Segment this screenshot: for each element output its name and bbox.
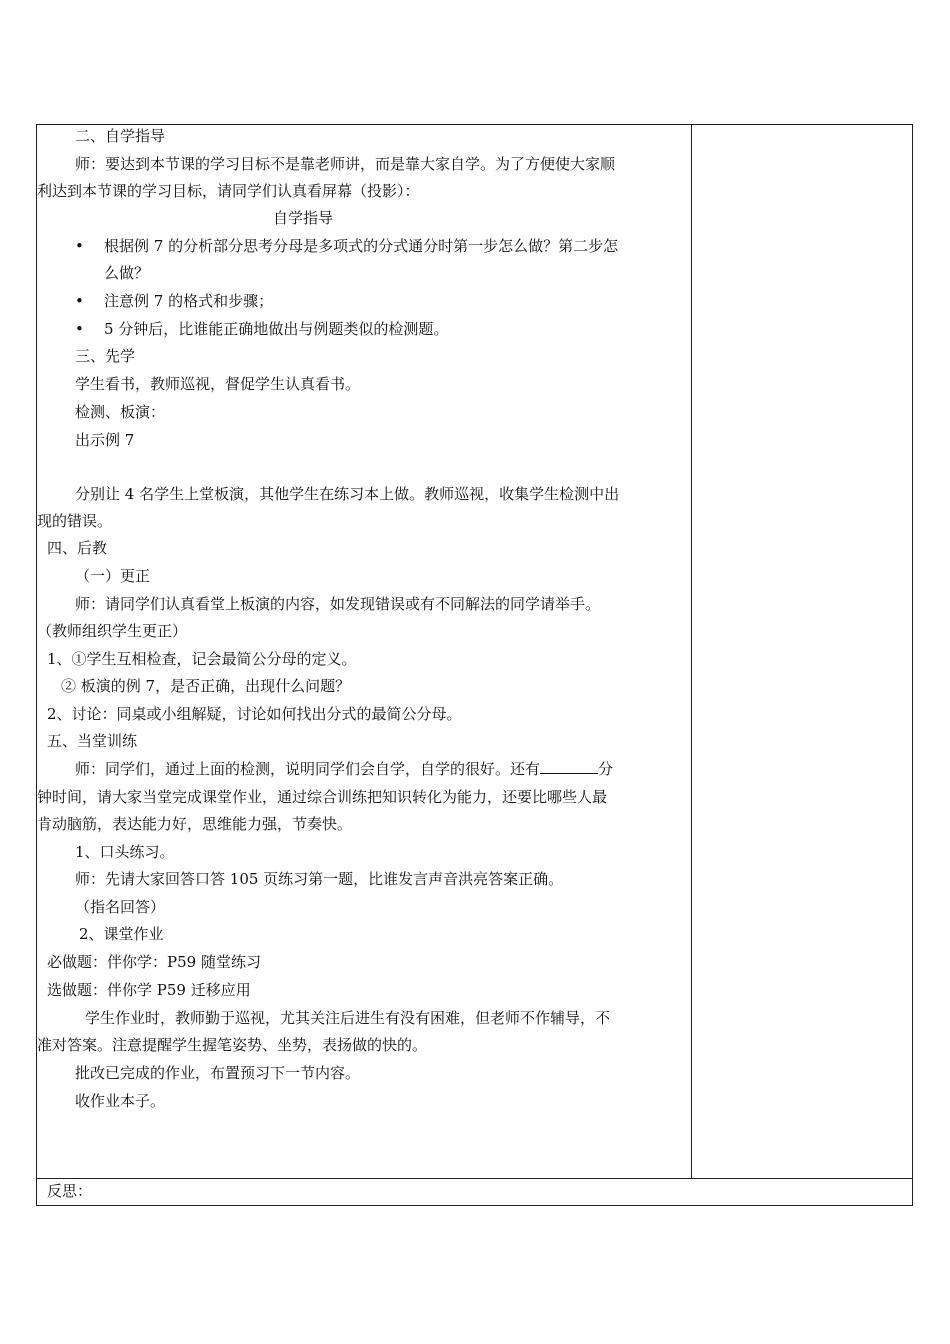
exercise-line: 选做题：伴你学 P59 迁移应用: [47, 981, 251, 999]
numbered-item: 2、讨论：同桌或小组解疑，讨论如何找出分式的最简公分母。: [47, 705, 462, 723]
bullet-item: 根据例 7 的分析部分思考分母是多项式的分式通分时第一步怎么做？第二步怎: [104, 237, 619, 255]
paragraph-line: （指名回答）: [75, 898, 166, 916]
paragraph-line: [75, 759, 613, 779]
paragraph-line: 学生看书，教师巡视，督促学生认真看书。: [75, 375, 361, 393]
lesson-plan-table: [36, 124, 913, 1206]
paragraph-text: 师：同学们，通过上面的检测，说明同学们会自学，自学的很好。还有: [75, 760, 541, 778]
paragraph-line: 师：请同学们认真看堂上板演的内容，如发现错误或有不同解法的同学请举手。: [75, 595, 601, 613]
paragraph-line: 现的错误。: [37, 512, 113, 530]
bullet-marker: •: [75, 320, 84, 338]
paragraph-text: 分: [598, 760, 614, 778]
numbered-item: 1、①学生互相检查，记会最简公分母的定义。: [47, 650, 357, 668]
paragraph-line: 准对答案。注意提醒学生握笔姿势、坐势，表扬做的快的。: [37, 1036, 428, 1054]
paragraph-line: （教师组织学生更正）: [37, 622, 188, 640]
centered-heading: 自学指导: [273, 209, 334, 227]
bullet-item-continued: 么做？: [104, 264, 150, 282]
paragraph-line: 分别让 4 名学生上堂板演，其他学生在练习本上做。教师巡视，收集学生检测中出: [75, 485, 620, 503]
row-divider: [37, 1178, 912, 1179]
paragraph-line: 钟时间，请大家当堂完成课堂作业，通过综合训练把知识转化为能力，还要比哪些人最: [37, 788, 608, 806]
bullet-item: 注意例 7 的格式和步骤；: [104, 292, 274, 310]
bullet-marker: •: [75, 292, 84, 310]
paragraph-line: 收作业本子。: [75, 1092, 166, 1110]
numbered-item: 1、口头练习。: [75, 843, 175, 861]
column-divider: [691, 125, 692, 1178]
paragraph-line: 肯动脑筋，表达能力好，思维能力强，节奏快。: [37, 815, 353, 833]
section-heading: 五、当堂训练: [47, 732, 138, 750]
section-heading: 二、自学指导: [75, 127, 166, 145]
reflection-label: 反思：: [47, 1182, 93, 1200]
numbered-item: 2、课堂作业: [79, 925, 164, 943]
paragraph-line: 师：先请大家回答口答 105 页练习第一题，比谁发言声音洪亮答案正确。: [75, 870, 564, 888]
paragraph-line: 利达到本节课的学习目标，请同学们认真看屏幕（投影）：: [37, 182, 420, 200]
numbered-item: ② 板演的例 7，是否正确，出现什么问题？: [61, 677, 351, 695]
paragraph-line: 出示例 7: [75, 431, 135, 449]
section-heading: 三、先学: [75, 347, 136, 365]
bullet-item: 5 分钟后，比谁能正确地做出与例题类似的检测题。: [104, 320, 449, 338]
bullet-marker: •: [75, 237, 84, 255]
fill-in-blank: [540, 759, 598, 774]
section-heading: 四、后教: [47, 539, 108, 557]
paragraph-line: 批改已完成的作业，布置预习下一节内容。: [75, 1064, 361, 1082]
paragraph-line: 检测、板演：: [75, 403, 166, 421]
exercise-line: 必做题：伴你学：P59 随堂练习: [47, 953, 261, 971]
paragraph-line: 学生作业时，教师勤于巡视，尤其关注后进生有没有困难，但老师不作辅导，不: [85, 1009, 611, 1027]
sub-heading: （一）更正: [75, 567, 151, 585]
paragraph-line: 师：要达到本节课的学习目标不是靠老师讲，而是靠大家自学。为了方便使大家顺: [75, 155, 616, 173]
